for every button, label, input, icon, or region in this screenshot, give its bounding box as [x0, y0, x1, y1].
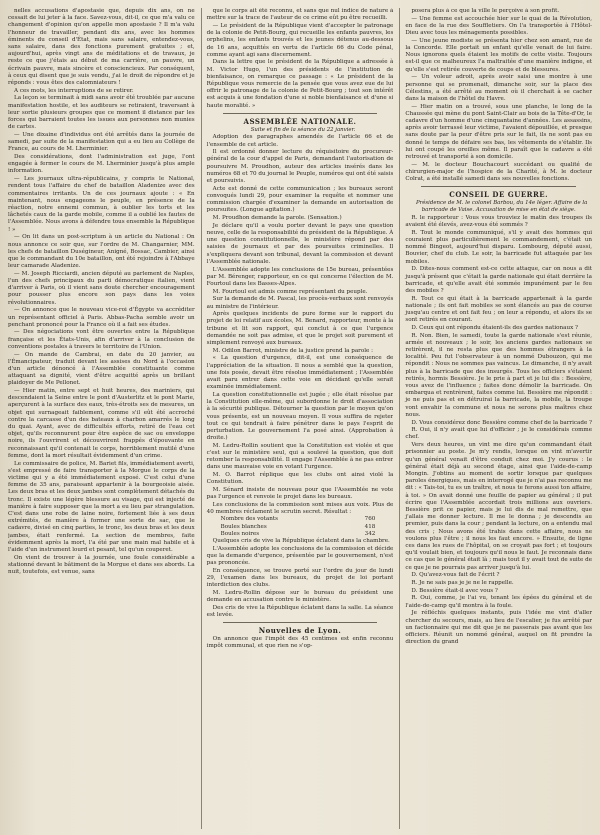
paragraph: Acte est donné de cette communication ; les bureaux seront convoqués lundi 29, pour examiner la requête et nommer une commission chargée d'examiner la demande en autorisation de poursuites. (Longue agitation.): [206, 185, 394, 214]
paragraph: — On annonce que le nouveau vice-roi d'Égypte va accréditer un représentant officiel à Paris. Abbas-Pacha semble avoir un penchant prononcé pour la France où il a fait ses études.: [8, 307, 195, 328]
paragraph: M. Proudhon demande la parole. (Sensation.): [212, 215, 342, 222]
paragraph: — M. le docteur Bouchacourt succédant ou qualité de chirurgien-major de l'hospice de la Charité, à M. le docteur Colrat, a été installé samedi dans ses nouvelles fonctions.: [405, 161, 593, 183]
section-heading: CONSEIL DE GUERRE.: [449, 190, 549, 200]
paragraph: — Hier matin on a trouvé, sous une planche, le long de la Chaussée qui mène du pont Saint-Clair au bois de la Tête-d'Or, le cadavre d'un homme d'une cinquantaine d'années. Les assassins, après avoir terrassé leur victime, l'avaient dépouillée, et presque sans doute par la peur d'être pris sur le fait, ils ne sont pas eu donné le temps de défaire ses bas, les vêtements de s'établir. Ils lui ont coupé les oreilles même. Il paraît que le cadavre a été retrouvé et transporté à son domicile.: [405, 103, 593, 161]
paragraph: M. Ledru-Rollin dépose sur le bureau du président une demande en accusation contre le ministère.: [206, 589, 394, 604]
section-heading: Nouvelles de Lyon.: [258, 626, 342, 636]
paragraph: Les conclusions de la commission sont mises aux voix. Plus de 40 membres réclament le scrutin secret. Résultat :: [206, 502, 394, 516]
paragraph: — Une jeune modiste se présenta hier chez son amant, rue de la Concorde. Elle portait un enfant qu'elle venait de lui faire. Nous ignorons quels étaient les motifs de cette visite. Toujours est-il que ce malheureux l'a maltraitée d'une manière indigne, et qu'elle s'est retirée couverte de coups et de blessures.: [405, 37, 593, 73]
paragraph: R. Oui, comme, je l'ai vu, tenant les épées du général et de l'aide-de-camp qu'il montra à la foule.: [405, 595, 593, 609]
section-heading: ASSEMBLÉE NATIONALE.: [243, 116, 357, 126]
paragraph: R. le rapporteur : Vous vous trouviez le matin des troupes ils avaient été élevés, avez-vous été sommés ?: [405, 214, 593, 229]
paragraph: Des considérations, dont l'administration est juge, l'ont engagée à fermer le cours de M. Lherminier jusqu'à plus ample information.: [8, 154, 195, 175]
paragraph: A ces mots, les interruptions de se retirer.: [14, 87, 134, 94]
section-rule: [223, 622, 378, 623]
paragraph: R. Non. Bien, le samedi, toute la garde nationale s'est réunie, armée et nouveaux ; le soir, les anciens gardes nationaux se retirèrent, il ne resta plus que des hommes étrangers à la localité. Peu fut l'observateur à un nommé Dubouzon, qui me répondit : Nous ne sommes pas vaincus. Le dimanche, il n'y avait plus à la barricade que des insurgés. Tous les officiers s'étaient retirés, hormis Bessière. Je le prie à part et je lui dis : Bessière, vous avez de l'influence ; faites donc démolir la barricade. On embarqua et rentrèrent, faites comme lui. Bessière me répondit : je ne puis pas et en détruirai la barricade, la mobile, la troupe vont envahir la commune et nous ne serons plus maîtres chez nous.: [405, 332, 593, 418]
section-rule: [223, 113, 378, 114]
paragraph: M. Fourtoul est admis comme représentant du peuple.: [212, 288, 368, 295]
paragraph: — Des négociations vont être ouvertes entre la République française et les États-Unis, afin d'arriver à la conclusion de conventions postales à travers le territoire de l'Union.: [8, 329, 195, 350]
paragraph: Quelques cris de vive la République éclatent dans la chambre.: [212, 538, 390, 545]
paragraph: — Une dixaine d'individus ont été arrêtés dans la journée de samedi, par suite de la manifestation qui a eu lieu au Collège de France, au cours de M. Lherminier.: [8, 131, 195, 153]
vote-row: [207, 516, 394, 523]
paragraph: « La question d'urgence, dit-il, est une conséquence de l'appréciation de la situation. Il nous a semblé que la question, une fois posée, devait être résolue immédiatement ; l'Assemblée avait paru entrer dans cette voie en décidant qu'elle serait examinée immédiatement.: [206, 355, 394, 391]
vote-label: Boules noires: [220, 530, 260, 537]
column-left: [8, 8, 195, 829]
paragraph: Je réfléchis quelques instants, puis l'idée me vint d'aller chercher du secours, mais, au lieu de l'escalier, je fus arrêté par un factionnaire qui me dit que je ne passerais pas avant que les officiers. Réunit un nommé général, auquel on fit prendre la direction du grand: [405, 610, 593, 646]
paragraph: D. Dites-nous comment est-ce cette attaque, car on nous a dit jusqu'à présent que c'était la garde nationale qui était derrière la barricade, et qu'elle avait été sommée impunément par le feu des mobiles ?: [405, 266, 593, 294]
paragraph: — On mande de Cambrai, en date du 20 janvier, au l'Émancipateur, traduit devant les assises du Nord à l'occasion d'un article dénoncé à l'Assemblée constituante comme attaquant sa dignité, vient d'être acquitté après un brillant plaidoyer de Me Pellonet.: [8, 351, 195, 387]
paragraph: D. Qu'avez-vous fait de l'écrit ?: [411, 572, 500, 579]
paragraph: M. Odilon Barrot, ministre de la justice prend la parole :: [212, 347, 373, 354]
paragraph: R. Tout le monde communiqué, s'il y avait des hommes qui couraient plus particulièrement le commandement, c'était un nommé Bingeot, aujourd'hui disparu. Lombourg, député aussi, Bouvier, chef du club. Le soir, la barricade fut attaquée par les mobiles.: [405, 229, 593, 265]
paragraph: D. Ceux qui ont répondu étaient-ils des gardes nationaux ?: [411, 324, 578, 331]
paragraph: Il est ordonné donner lecture du réquisitoire du procureur-général de la cour d'appel de Paris, demandant l'autorisation de poursuivre M. Proudhon, auteur des articles insérés dans les numéros 68 et 70 du journal le Peuple, numéros qui ont été saisis et poursuivis.: [206, 149, 394, 185]
paragraph: Vers deux heures, un vint me dire qu'un commandant était prisonnier au poste. Je m'y rendis, lorsque on vint m'avertir qu'un général venait d'être conduit chez moi. J'y courus : le général était déjà au second étage, ainsi que l'aide-de-camp Mongin. J'obtins au moment de sortir lorsque par quelques paroles énergiques, mais en interrogé que je n'ai pas reconnu me dit : « Tais-toi, tu es un traître, et nous te ferons aussi ton affaire, à toi. » On avait donné une feuille de papier au général ; il put écrire que l'Assemblée accordait trois millions aux ouvriers. Bessière prit ce papier, mais je lui dis de mal remettre, que j'allais me donner lecture. Il me le donna ; je descendis au premier, puis dans la cour ; pendant la lecture, on a entendu mal des cris ; Nous avons été trahis dans cette affaire, nous ne voulons plus l'être ; il nous les faut encore. » Ensuite, de ligne ces dans les rues de l'hôpital, on se croyait pas fort ; et toujours qu'il voulait bien, et toujours qu'il nous le faut. Je reconnais dans ce cas que le général était là ; mais tout il y avait tout de suite de ce que je ne pourrais pas arriver jusqu'à lui.: [405, 442, 593, 571]
columns: [8, 8, 592, 829]
column-right: [399, 8, 592, 829]
vote-row: [207, 531, 394, 538]
paragraph: L'Assemblée adopte les conclusions de la commission et décide que la demande d'urgence, présentée par le gouvernement, n'est pas prononcée.: [206, 545, 394, 567]
paragraph: — Une femme est accouchée hier sur le quai de la Révolution, en face de la rue des Souffletiers. On l'a transportée à l'Hôtel-Dieu avec tous les ménagements possibles.: [405, 15, 593, 37]
section-subheading: Présidence de M. le colonel Barbou, du 14e léger. Affaire de la barricade de Vaise. Accusation de mise en état de siège.: [416, 200, 588, 214]
paragraph: Dans la lettre que le président de la République a adressée à M. Victor Hugo, l'un des présidents de l'institution de bienfaisance, on remarque ce passage : « Le président de la République vous remercie de la pensée que vous avez eue de lui offrir le patronage de la colonie de Petit-Bourg ; tout son intérêt est acquis à une fondation d'une si noble bienfaisance et d'une si haute moralité. »: [206, 59, 394, 109]
vote-value: 418: [364, 523, 376, 530]
paragraph: — Le président de la République vient d'accepter le patronage de la colonie de Petit-Bourg, qui recueille les enfants pauvres, les orphelins, les enfants trouvés et les jeunes détenus au-dessous de 16 ans, acquittés en vertu de l'article 66 du Code pénal, comme ayant agi sans discernement.: [206, 22, 394, 58]
column-middle: [201, 8, 394, 829]
paragraph: L'Assemblée adopte les conclusions de 15e bureau, présentées par M. Bérenger, rapporteur, en ce qui concerne l'élection de M. Fourtoul dans les Basses-Alpes.: [206, 266, 394, 287]
paragraph: D. Vous considérez donc Bessière comme chef de la barricade ?: [411, 419, 593, 426]
vote-row: [207, 524, 394, 531]
paragraph: — On lit dans un post-scriptum à un article du National : On nous annonce ce soir que, sur l'ordre de M. Changarnier, MM. les chefs de bataillon Duségineur, Anigné, Bossac, Cambier, ainsi que le commandant du 10e bataillon, ont été rejoindre à l'Abbaye leur camarade Aladenize.: [8, 234, 195, 270]
vote-label: Boules blanches: [220, 523, 267, 530]
paragraph: Après quelques incidents de pure forme sur le rapport du projet de loi relatif aux écoles, M. Benard, rapporteur, monte à la tribune et lit son rapport, qui conclut à ce que l'urgence demandée ne soit pas admise, et que le projet soit purement et simplement renvoyé aux bureaux.: [206, 311, 394, 347]
paragraph: — M. Joseph Ricciardi, ancien député au parlement de Naples, l'un des chefs principaux du parti démocratique italien, vient d'arriver à Paris, où il vient sans doute chercher encouragement pour pousser plus encore son pays dans les voies révolutionnaires.: [8, 270, 195, 306]
vote-label: Nombre des votants: [220, 516, 278, 523]
paragraph: Sur la demande de M. Pascal, les procès-verbaux sont renvoyés au ministre de l'intérieur.: [206, 296, 394, 310]
vote-value: 760: [364, 516, 376, 523]
paragraph: — Hier matin, entre sept et huit heures, des mariniers, qui descendaient la Seine entre le pont d'Austerlitz et le pont Marie, aperçurent à la surface des eaux, très-étroits ses de mesures, un objet qui surnageait faiblement, comme s'il eût été accroché contre la carcasse d'un des bateaux à charbon amarrés le long du quai. Ayant, avec de difficultés efforts, retiré de l'eau cet objet, qu'ils reconnurent pour être espèce de sac ou enveloppe noire, ils l'ouvrirent et découvrirent frappés d'épouvante en reconnaissant qu'il contenait le corps, horriblement mutilé d'une femme, dont la mort résultait évidemment d'un crime.: [8, 388, 195, 459]
paragraph: R. Tout ce qui était à la barricade appartenait à la garde nationale ; ils ont fait mobiles se sont élancés au pas de course jusqu'au centre et ont fait feu ; on leur a répondu, et alors ils se sont retirés en courant.: [405, 295, 593, 324]
paragraph: M. Ledru-Rollin soutient que la Constitution est violée et que c'est sur le ministère seul, qui a soulevé la question, que doit retomber la responsabilité. Il engage l'Assemblée à ne pas entrer dans une mauvaise voie en votant l'urgence.: [206, 442, 394, 471]
paragraph: que le corps ait été reconnu, et sans que nul indice de nature à mettre sur la trace de l'auteur de ce crime eût pu être recueilli.: [206, 8, 394, 22]
paragraph: En conséquence, se trouve porté sur l'ordre du jour de lundi 29, l'examen dans les bureaux, du projet de loi portant interdiction des clubs.: [206, 567, 394, 589]
paragraph: — Les journaux ultra-républicains, y compris le National, rendent tous l'affaire du chef de bataillon Aladenize avec des commentaires irritants. Un de ces journaux ajoute : « En maintenant, nous engageons le peuple, en présence de la réaction, notre ennemi commun, à oublier les torts et les lâchetés caux de la garde mobile, comme il a oublié les fautes de l'Assemblée. Nous avons à défendre tous ensemble la République ! »: [8, 176, 195, 233]
paragraph: Des cris de vive la République éclatent dans la salle. La séance est levée.: [206, 604, 394, 619]
paragraph: Je déclare qu'il a voulu porter devant le pays une question neuve, celle de la responsabilité du président de la République. À une question constitutionnelle, le ministère répond par des saisies de journaux et par des poursuites criminelles. Il s'expliquera devant son tribunal, devant la commission et devant l'Assemblée nationale.: [206, 222, 394, 265]
section-subheading: Suite et fin de la séance du 22 janvier.: [250, 126, 356, 133]
paragraph: posera plus à ce que la ville le perçoive à son profit.: [411, 8, 560, 14]
paragraph: M. Sénard insiste de nouveau pour que l'Assemblée ne vote pas l'urgence et renvoie le projet dans les bureaux.: [206, 487, 394, 501]
paragraph: — Un voleur adroit, après avoir saisi une montre à une personne qui se promenait, dimanche soir, sur la place des Célestins, a été arrêté au moment où il cherchait à se cacher dans la maison de l'hôtel du Havre.: [405, 74, 593, 102]
paragraph: Adoption des paragraphes amendés de l'article 66 et de l'ensemble de cet article.: [206, 134, 394, 148]
paragraph: Le commissaire de police, M. Bariet fils, immédiatement averti, s'est empressé de faire transporter à la Morgue le corps de la victime qui y a été immédiatement exposé. C'est celui d'une femme de 35 ans, paraissant appartenir à la bourgeoisie aisée. Les deux bras et les deux jambes sont complètement détachés du tronc. Il existe une légère blessure au visage, qui est injecté de manière à faire supposer que la mort a eu lieu par strangulation. C'est dans une robe de laine noire, fortement liée à ses deux extrémités, de manière à former une sorte de sac, que le cadavre, divisé en cinq parties, le tronc, les deux bras et les deux jambes, était renfermé. La section de membres, faite évidemment après la mort, l'a été par une main mal habile et à l'aide d'un instrument lourd et pesant, tel qu'un couperet.: [8, 460, 195, 554]
paragraph: nelles accusations d'apostasie que, depuis dix ans, on ne cessait de lui jeter à la face. Savez-vous, dit-il, ce que m'a valu ce changement d'opinion qu'on appelle mon apostasie ? Il m'a valu l'honneur de travailler, pendant dix ans, avec les hommes éminents du conseil d'État, mais sans salaire, entendez-vous, sans salaire, dans des fonctions purement gratuites ; et, aujourd'hui, après vingt ans de méditations et de travaux, je reste ce que j'étais au début de ma carrière, un pauvre, un écrivain pauvre, mais sincère et consciencieux. Par conséquent, à ceux qui disent que je suis vendu, j'ai le droit de répondre et je réponds : vous êtes des calomniateurs !: [8, 8, 195, 87]
paragraph: On vient de trouver à la journée, une foule considérable a stationné devant le bâtiment de la Morgue et dans ses abords. La nuit, toutefois, est venue, sans: [8, 554, 195, 576]
paragraph: M. O. Barrot réplique que les clubs ont ainsi violé la Constitution.: [206, 472, 394, 486]
paragraph: R. Oui, il n'y avait que lui d'officier ; je le considérais comme chef.: [405, 427, 593, 441]
paragraph: R. Je ne sais pas je je ne le rappelle.: [411, 580, 514, 587]
paragraph: La question constitutionnelle est jugée ; elle était résolue par la Constitution elle-même, qui subordonne le droit d'association à la sécurité publique. Détourner la question par le moyen qu'on vous présente, est un nouveau moyen. Il vous suffira de rejeter tout ce qui tendrait à faire pénétrer dans le pays l'esprit de perturbation. Le gouvernement l'a posé ainsi. (Approbation à droite.): [206, 391, 394, 442]
paragraph: La leçon se terminait à midi sans avoir été troublée par aucune manifestation hostile, et les auditeurs se retiraient, traversant à leur sortie plusieurs groupes que ce moment il distance par les forces qui barraient toutes les issues aux personnes non munies de cartes.: [8, 95, 195, 131]
section-rule: [421, 186, 576, 187]
vote-value: 342: [364, 530, 376, 537]
paragraph: On annonce que l'impôt des 45 centimes est enfin reconnu impôt communal, et que rien ne s'op-: [206, 636, 394, 650]
paragraph: D. Bessière était-il avec vous ?: [411, 587, 498, 594]
